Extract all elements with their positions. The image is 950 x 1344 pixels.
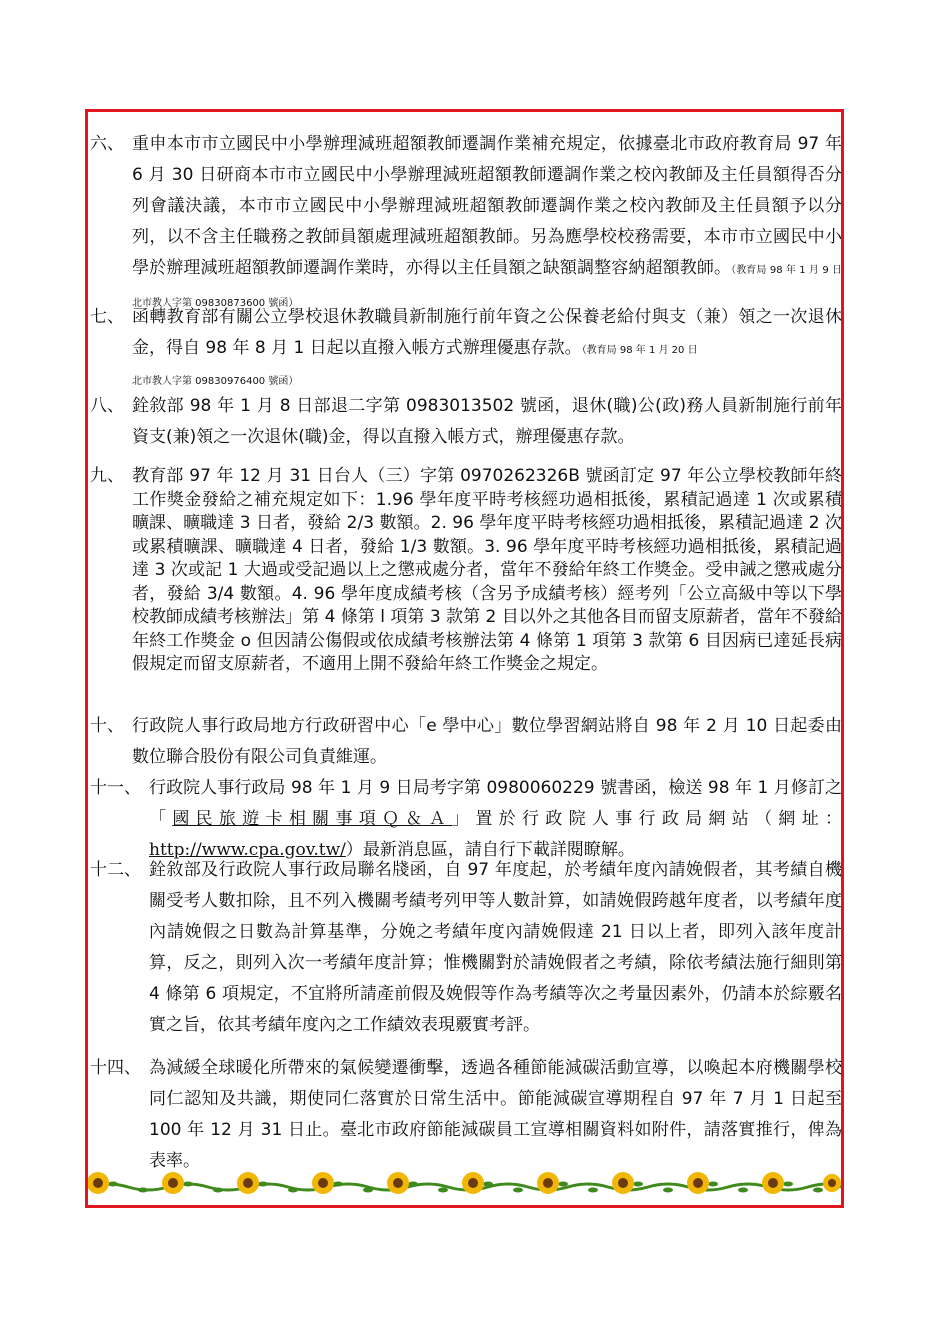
item-8: [90, 391, 842, 453]
item-text: 銓敘部及行政院人事行政局聯名牋函，自 97 年度起，於考績年度內請娩假者，其考績自機關受考人數扣除，且不列入機關考績考列甲等人數計算，如請娩假跨越年度者，以考績年度內請娩假之日數為計算基準，分娩之考績年度內請娩假達 21 日以上者，即列入該年度計算，反之，則列入次一考績年度計算；惟機關對於請娩假者之考績，除依考績法施行細則第 4 條第 6 項規定，不宜將所請產前假及娩假等作為考績等次之考量因素外，仍請本於綜覈名實之旨，依其考績年度內之工作績效表現覈實考評。: [149, 860, 842, 1035]
item-number: 六、: [90, 134, 124, 154]
item-text: 重申本市市立國民中小學辦理減班超額教師遷調作業補充規定，依據臺北市政府教育局 97 年 6 月 30 日研商本市市立國民中小學辦理減班超額教師遷調作業之校內教師及主任員額得否分列會議決議，本市市立國民中小學辦理減班超額教師遷調作業之校內教師及主任員額予以分列，以不含主任職務之教師員額處理減班超額教師。另為應學校校務需要，本市市立國民中小學於辦理減班超額教師遷調作業時，亦得以主任員額之缺額調整容納超額教師。: [132, 134, 842, 278]
item-text: ）最新消息區，請自行下載詳閱瞭解。: [345, 840, 635, 860]
item-text: 為減緩全球暖化所帶來的氣候變遷衝擊，透過各種節能減碳活動宣導，以喚起本府機關學校同仁認知及共識，期使同仁落實於日常生活中。節能減碳宣導期程自 97 年 7 月 1 日起至 100 年 12 月 31 日止。臺北市政府節能減碳員工宣導相關資料如附件，請落實推行，俾為表率。: [149, 1058, 842, 1171]
item-text: 」置於行政院人事行政局網站（網址：: [452, 809, 843, 829]
item-note: （教育局 98 年 1 月 9 日北市教人字第 09830873600 號函）: [132, 265, 842, 309]
item-number: 十四、: [90, 1058, 141, 1078]
item-number: 七、: [90, 307, 124, 327]
item-10: [90, 711, 842, 773]
sunflower-vine-border-icon: [88, 1165, 841, 1201]
item-note: （教育局 98 年 1 月 20 日: [581, 345, 698, 356]
item-number: 十、: [90, 716, 124, 736]
item-number: 八、: [90, 396, 124, 416]
item-note-continued: 北市教人字第 09830976400 號函）: [132, 376, 299, 387]
item-number: 九、: [90, 466, 124, 486]
item-text: 行政院人事行政局地方行政研習中心「e 學中心」數位學習網站將自 98 年 2 月 10 日起委由數位聯合股份有限公司負責維運。: [132, 716, 842, 767]
item-text: 銓敘部 98 年 1 月 8 日部退二字第 0983013502 號函，退休(職)公(政)務人員新制施行前年資支(兼)領之一次退休(職)金，得以直撥入帳方式，辦理優惠存款。: [132, 396, 842, 447]
cpa-website-link[interactable]: http://www.cpa.gov.tw/: [149, 840, 346, 860]
item-12: [90, 855, 842, 1041]
item-text: 函轉教育部有關公立學校退休教職員新制施行前年資之公保養老給付與支（兼）領之一次退休金，得自 98 年 8 月 1 日起以直撥入帳方式辦理優惠存款。: [132, 307, 842, 358]
item-9: [90, 465, 842, 677]
item-14: [90, 1053, 842, 1177]
item-text: 教育部 97 年 12 月 31 日台人（三）字第 0970262326B 號函訂定 97 年公立學校教師年終工作獎金發給之補充規定如下：1.96 學年度平時考核經功過相抵後，累積記過達 1 次或累積曠課、曠職達 3 日者，發給 2/3 數額。2. 96 學年度平時考核經功過相抵後，累積記過達 2 次或累積曠課、曠職達 4 日者，發給 1/3 數額。3. 96 學年度平時考核經功過相抵後，累積記過達 3 次或記 1 大過或受記過以上之懲戒處分者，當年不發給年終工作獎金。受申誡之懲戒處分者，發給 3/4 數額。4. 96 學年度成績考核（含另予成績考核）經考列「公立高級中等以下學校教師成績考核辦法」第 4 條第 l 項第 3 款第 2 目以外之其他各目而留支原薪者，當年不發給年終工作獎金 o 但因請公傷假或依成績考核辦法第 4 條第 1 項第 3 款第 6 目因病已達延長病假規定而留支原薪者，不適用上開不發給年終工作獎金之規定。: [132, 466, 842, 674]
item-11: [90, 773, 842, 866]
qa-document-link[interactable]: 國民旅遊卡相關事項Ｑ＆Ａ: [172, 809, 453, 829]
item-number: 十一、: [90, 778, 141, 798]
item-number: 十二、: [90, 860, 141, 880]
document-frame: [85, 109, 844, 1208]
item-6: [90, 129, 842, 319]
item-text: 行政院人事行政局 98 年 1 月 9 日局考字第 0980060229 號書函，檢送 98 年 1 月修訂之「: [149, 778, 842, 829]
item-7: [90, 302, 842, 397]
